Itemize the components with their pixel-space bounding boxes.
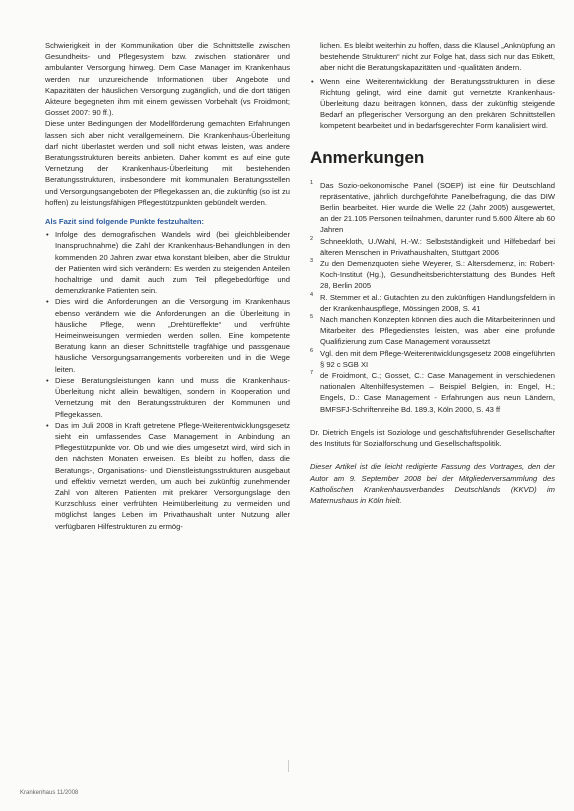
note-number: 5 bbox=[310, 314, 314, 321]
continuation-paragraph: lichen. Es bleibt weiterhin zu hoffen, dass die Klausel „Anknüpfung an bestehende Strukturen“ nicht zur Folge hat, dass sich nur das Etikett, aber nicht die Beratungskapazitäten und -qualitäten ändern. bbox=[320, 41, 555, 73]
center-divider bbox=[288, 760, 289, 772]
note-item bbox=[310, 314, 555, 348]
list-item: • Wenn eine Weiterentwicklung der Beratungsstrukturen in diese Richtung gelingt, wird eine damit gut vernetzte Krankenhaus-Überleitung dazu beitragen können, dass der zukünftig steigende Bedarf an pflegerischer Versorgung an den prekären Schnittstellen kompetent bearbeitet und in bedarfsgerechter Form kanalisiert wird. bbox=[310, 76, 555, 132]
note-text: Das Sozio-oekonomische Panel (SOEP) ist eine für Deutschland repräsentative, jährlich durchgeführte Panelbefragung, die das DIW Berlin bearbeitet. Hier wurde die Welle 22 (Jahr 2005) ausgewertet, an der 21.105 Personen teilnahmen, darunter rund 5.600 Ältere ab 60 Jahren bbox=[320, 180, 555, 235]
note-item bbox=[310, 236, 555, 258]
body-paragraph: Diese unter Bedingungen der Modellförderung gemachten Erfahrungen lassen sich aber nicht verallgemeinern. Die Krankenhaus-Überleitung darf nicht überlastet werden und soll nicht etwas leisten, was andere Beratungsstrukturen bereits anbieten. Daher kommt es auf eine gute Vernetzung der Krankenhaus-Überleitung mit bestehenden Beratungsstrukturen, insbesondere mit kommunalen Beratungsstellen und Versorgungsangeboten der Pflegekassen an, die zukünftig (so ist zu hoffen) zu leistungsfähigen Pflegestützpunkten gebündelt werden. bbox=[45, 119, 290, 207]
author-bio: Dr. Dietrich Engels ist Soziologe und geschäftsführender Gesellschafter des Instituts für Sozialforschung und Gesellschaftspolitik. bbox=[310, 427, 555, 449]
body-paragraph: Schwierigkeit in der Kommunikation über die Schnittstelle zwischen Gesundheits- und Pflegesystem bzw. zwischen stationärer und ambulanter Versorgung hinweg. Dem Case Manager im Krankenhaus werden nur unzureichende Informationen über Angebote und Kapazitäten der häuslichen Versorgung zugänglich, und die dort tätigen Akteure begegneten ihm mit einem gewissen Vorbehalt (vs Froidmont; Gosset 2007: 90 ff.). bbox=[45, 41, 290, 118]
note-item bbox=[310, 258, 555, 292]
fazit-lead: Als Fazit sind folgende Punkte festzuhalten: bbox=[45, 217, 205, 227]
note-text: de Froidmont, C.; Gosset, C.: Case Management in verschiedenen nationalen Altenhilfesystemen – Beispiel Belgien, in: Engel, H.; Engels, D.: Case Management - Erfahrungen aus neun Ländern, BMFSFJ-Schriftenreihe Bd. 189.3, Köln 2000, S. 43 ff bbox=[320, 371, 555, 414]
list-item: • Dies wird die Anforderungen an die Versorgung im Krankenhaus ebenso verändern wie die Anforderungen an die Überleitung in häusliche Pflege, wenn „Drehtüreffekte“ und verfrühte Heimeinweisungen vermieden werden sollen. Eine kompetente Beratung kann an dieser Schnittstelle tragfähige und passgenaue häusliche Versorgungsarrangements vorbereiten und in die Wege leiten. bbox=[45, 296, 290, 374]
note-item bbox=[310, 292, 555, 314]
right-column bbox=[310, 40, 555, 506]
note-item bbox=[310, 180, 555, 236]
note-text: R. Stemmer et al.: Gutachten zu den zukünftigen Handlungsfeldern in der Krankenhauspflege, Mössingen 2008, S. 41 bbox=[320, 292, 555, 313]
note-text: Zu den Demenzquoten siehe Weyerer, S.: Altersdemenz, in: Robert-Koch-Institut (Hg.), Gesundheitsberichterstattung des Bundes Heft 28, Berlin 2005 bbox=[320, 259, 555, 291]
note-text: Vgl. den mit dem Pflege-Weiterentwicklungsgesetz 2008 eingeführten § 92 c SGB XI bbox=[320, 348, 555, 369]
list-item: • Das im Juli 2008 in Kraft getretene Pflege-Weiterentwicklungsgesetz sieht ein umfassendes Case Management in Anbindung an Pflegestützpunkte vor. Ob und wie dies umgesetzt wird, wird sich in den nächsten Monaten erweisen. Es bleibt zu hoffen, dass die Beratungs-, Organisations- und Dienstleistungsstrukturen ausgebaut und effektiv vernetzt werden, um auch bei zukünftig zunehmender Zahl von älteren Patienten mit prekärer Versorgungslage den Kurzschluss einer verfrühten Heimüberleitung zu vermeiden und möglichst langes Leben im Privathaushalt unter Nutzung aller verfügbaren Hilfestrukturen zu ermög- bbox=[45, 420, 290, 532]
left-column bbox=[45, 40, 290, 532]
list-item: • Infolge des demografischen Wandels wird (bei gleichbleibender Inanspruchnahme) die Zahl der Krankenhaus-Behandlungen in den kommenden 20 Jahren zwar etwa konstant bleiben, aber die Struktur der Patienten wird sich verändern: Es werden zu steigenden Anteilen hochaltrige und damit auch zum Teil pflegebedürftige und demenzkranke Patienten sein. bbox=[45, 229, 290, 296]
note-number: 2 bbox=[310, 235, 314, 242]
section-heading: Anmerkungen bbox=[310, 147, 425, 167]
note-text: Schneekloth, U./Wahl, H.-W.: Selbstständigkeit und Hilfebedarf bei älteren Menschen in Privathaushalten, Stuttgart 2006 bbox=[320, 236, 555, 257]
notes-list bbox=[310, 180, 555, 415]
note-number: 1 bbox=[310, 179, 314, 186]
note-number: 7 bbox=[310, 370, 314, 377]
page-footer: Krankenhaus 11/2008 bbox=[20, 790, 79, 796]
fazit-list bbox=[45, 229, 290, 531]
note-number: 4 bbox=[310, 291, 314, 298]
list-item: • Diese Beratungsleistungen kann und muss die Krankenhaus-Überleitung nicht allein bewältigen, sondern in Kooperation und Vernetzung mit den Beratungsstrukturen der Kommunen und Pflegekassen. bbox=[45, 375, 290, 420]
note-number: 3 bbox=[310, 258, 314, 265]
continuation-list bbox=[310, 76, 555, 132]
note-item bbox=[310, 370, 555, 415]
note-item bbox=[310, 348, 555, 370]
article-note: Dieser Artikel ist die leicht redigierte Fassung des Vortrages, den der Autor am 9. September 2008 bei der Mitgliederversammlung des Katholischen Krankenhausverbandes Deutschlands (KKVD) im Maternushaus in Köln hielt. bbox=[310, 462, 555, 505]
note-text: Nach manchen Konzepten können dies auch die Mitarbeiterinnen und Mitarbeiter des Pflegedienstes leisten, was aber eine profunde Qualifizierung zum Case Management voraussetzt bbox=[320, 315, 555, 347]
note-number: 6 bbox=[310, 347, 314, 354]
